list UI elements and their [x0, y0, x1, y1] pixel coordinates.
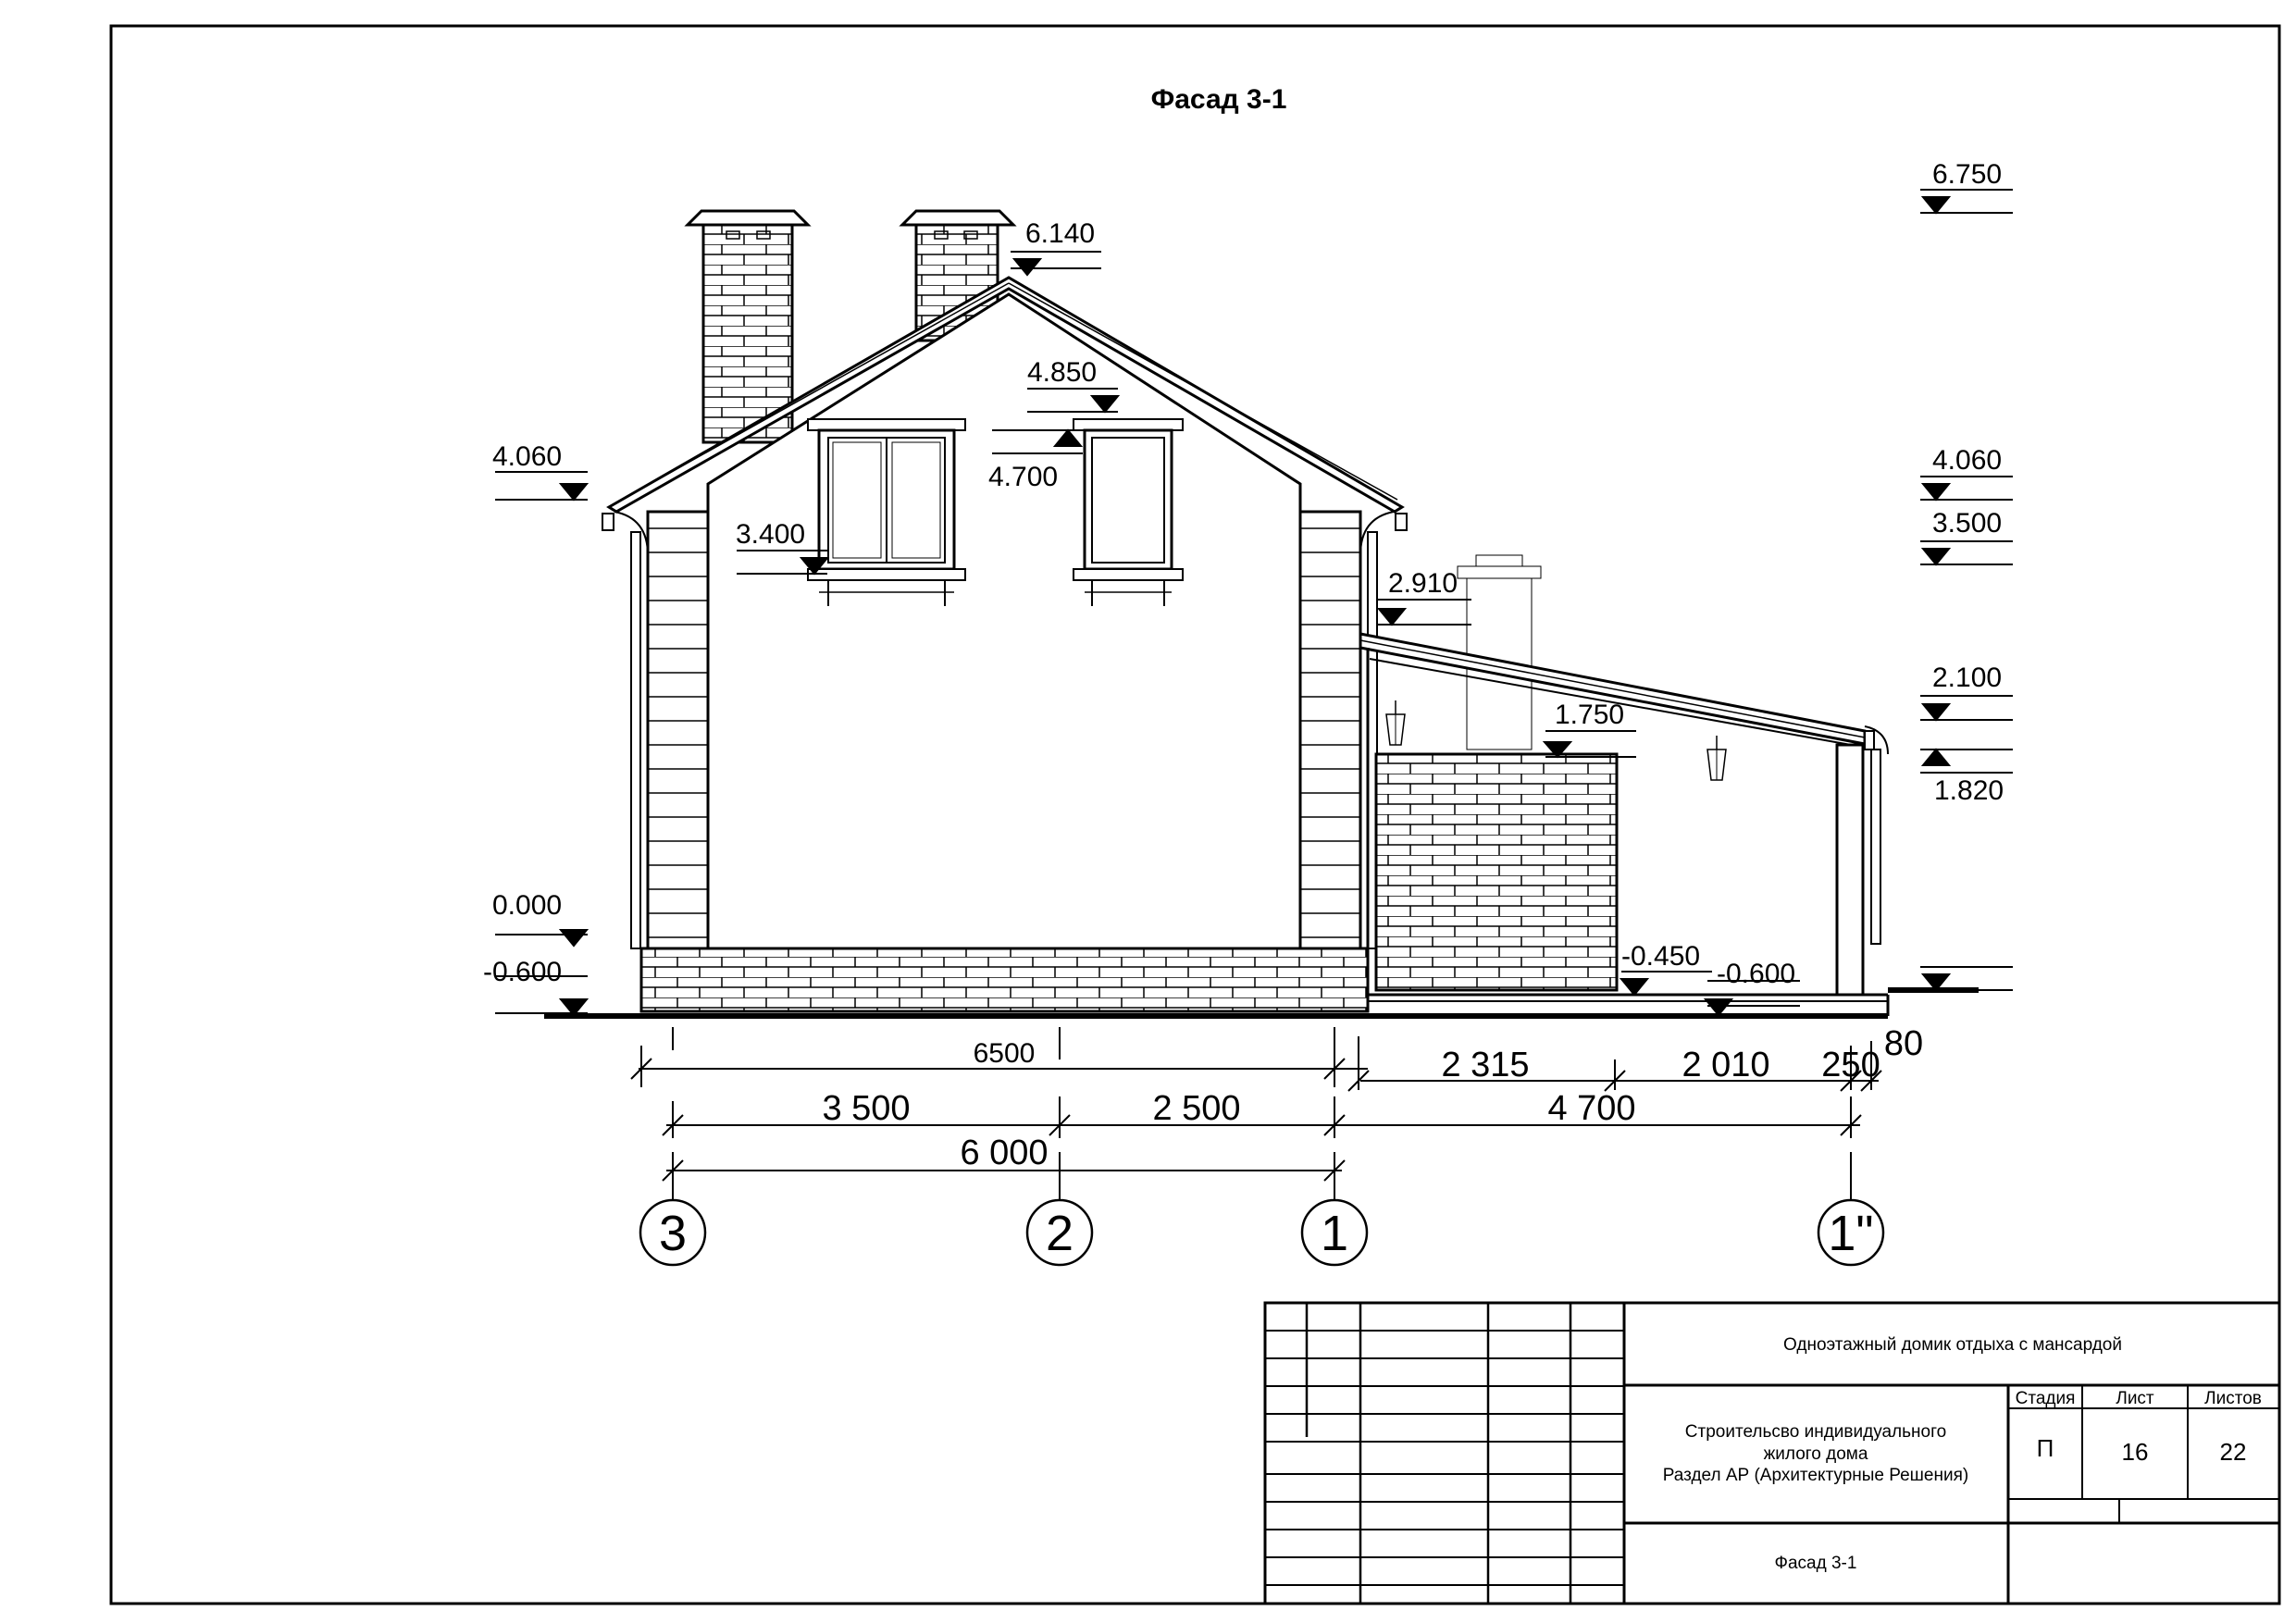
- wall-lamp-left: [1386, 700, 1405, 745]
- terrace-annex: [1360, 555, 1888, 1001]
- level-4850: 4.850: [1027, 357, 1098, 388]
- dim-3500: 3 500: [822, 1089, 911, 1128]
- downpipe-terrace: [1871, 750, 1880, 944]
- level-2100: 2.100: [1932, 663, 2003, 693]
- dim-2500: 2 500: [1152, 1089, 1241, 1128]
- dim-250: 250: [1821, 1046, 1880, 1084]
- dim-6000: 6 000: [960, 1134, 1049, 1172]
- sheet-header: Лист: [2116, 1389, 2154, 1408]
- level-6750: 6.750: [1932, 159, 2003, 190]
- title-block-description-1: Строительсво индивидуального: [1684, 1422, 1947, 1442]
- axis-2: 2: [1045, 1206, 1074, 1261]
- plinth: [641, 948, 1368, 1011]
- sheets-header: Листов: [2204, 1389, 2262, 1408]
- level-minus-0600-right: -0.600: [1717, 959, 1796, 989]
- level-6140: 6.140: [1025, 218, 1096, 249]
- dim-80: 80: [1883, 1024, 1924, 1063]
- grid-axis-markers: [640, 1200, 1883, 1265]
- title-block-description-3: Раздел АР (Архитектурные Решения): [1662, 1466, 1969, 1485]
- level-4060-right: 4.060: [1932, 445, 2003, 476]
- title-block-description-2: жилого дома: [1763, 1444, 1868, 1464]
- main-house: [602, 211, 1407, 1011]
- level-4060-left: 4.060: [492, 441, 563, 472]
- stage-header: Стадия: [2015, 1389, 2076, 1408]
- wall-lamp-right: [1707, 736, 1726, 780]
- sheets-value: 22: [2219, 1438, 2247, 1466]
- title-block-sheet-name: Фасад 3-1: [1774, 1554, 1857, 1573]
- dim-4700: 4 700: [1547, 1089, 1636, 1128]
- stage-value: П: [2036, 1434, 2054, 1462]
- terrace-post: [1837, 745, 1863, 995]
- sheet-value: 16: [2121, 1438, 2149, 1466]
- corner-pilaster-left: [648, 512, 708, 948]
- gable-wall: [708, 294, 1300, 948]
- level-1820: 1.820: [1934, 775, 2004, 806]
- dim-6500: 6500: [973, 1038, 1036, 1069]
- title-block-project: Одноэтажный домик отдыха с мансардой: [1783, 1335, 2122, 1355]
- axis-1-double-prime: 1": [1828, 1206, 1874, 1261]
- level-minus-0600-left: -0.600: [483, 957, 563, 987]
- axis-3: 3: [658, 1206, 688, 1261]
- dim-2010: 2 010: [1682, 1046, 1770, 1084]
- level-3400: 3.400: [736, 519, 806, 550]
- window-left: [808, 419, 965, 606]
- dim-2315: 2 315: [1441, 1046, 1530, 1084]
- drawing-title: Фасад 3-1: [1150, 84, 1287, 115]
- level-1750: 1.750: [1555, 700, 1625, 730]
- level-minus-0450: -0.450: [1621, 941, 1701, 972]
- window-right: [1074, 419, 1183, 606]
- level-2910: 2.910: [1388, 568, 1458, 599]
- terrace-brick-wall: [1376, 754, 1617, 990]
- level-0000: 0.000: [492, 890, 563, 921]
- downpipe-left: [631, 532, 640, 948]
- corner-pilaster-right: [1300, 512, 1360, 948]
- level-3500: 3.500: [1932, 508, 2003, 539]
- axis-1: 1: [1320, 1206, 1349, 1261]
- level-4700: 4.700: [988, 462, 1059, 492]
